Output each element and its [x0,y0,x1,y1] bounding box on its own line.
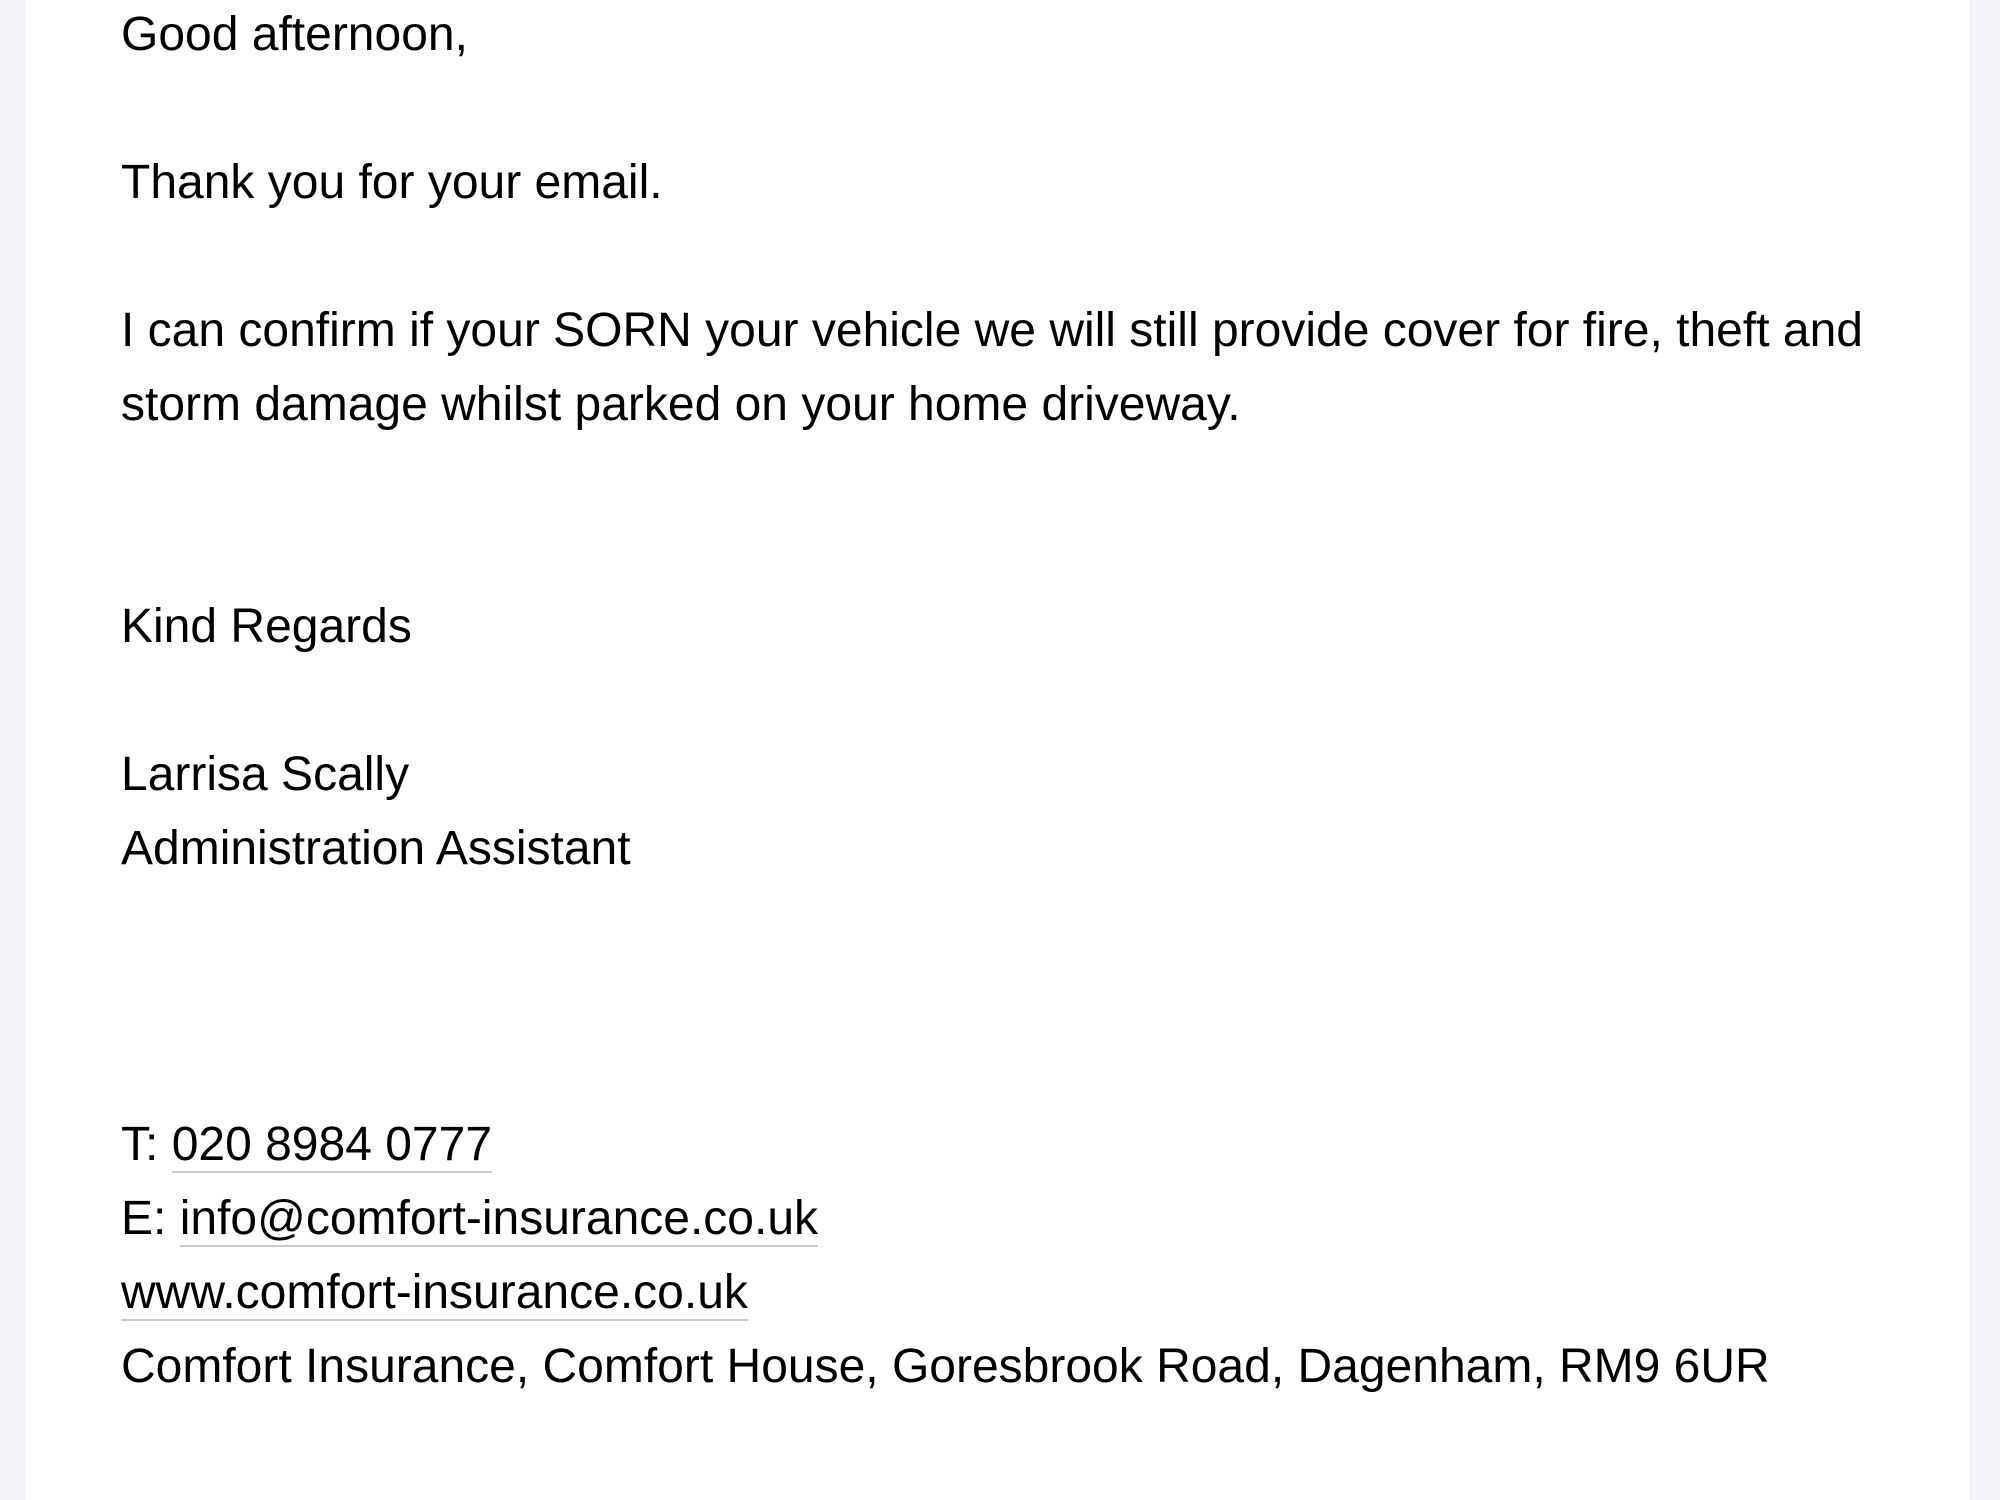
phone-line [121,1108,1941,1182]
sender-title: Administration Assistant [121,822,631,875]
website-line [121,1256,1941,1330]
spacer [121,72,1941,146]
greeting: Good afternoon, [121,8,468,61]
spacer [121,664,1941,738]
phone-label: T: [121,1118,159,1171]
sign-off: Kind Regards [121,600,412,653]
body-paragraph: I can confirm if your SORN your vehicle we will still provide cover for fire, theft and storm damage whilst parked on your home driveway. [121,304,1863,431]
address-line: Comfort Insurance, Comfort House, Goresbrook Road, Dagenham, RM9 6UR [121,1340,1770,1393]
email-label: E: [121,1192,167,1245]
spacer [121,442,1941,590]
email-body [121,0,1941,1404]
sender-name: Larrisa Scally [121,748,410,801]
website-link[interactable]: www.comfort-insurance.co.uk [121,1266,748,1319]
spacer [121,220,1941,294]
email-link[interactable]: info@comfort-insurance.co.uk [179,1192,819,1245]
spacer [121,886,1941,1108]
thanks-line: Thank you for your email. [121,156,663,209]
phone-link[interactable]: 020 8984 0777 [171,1118,493,1171]
email-line [121,1182,1941,1256]
email-message-view [26,0,1970,1500]
